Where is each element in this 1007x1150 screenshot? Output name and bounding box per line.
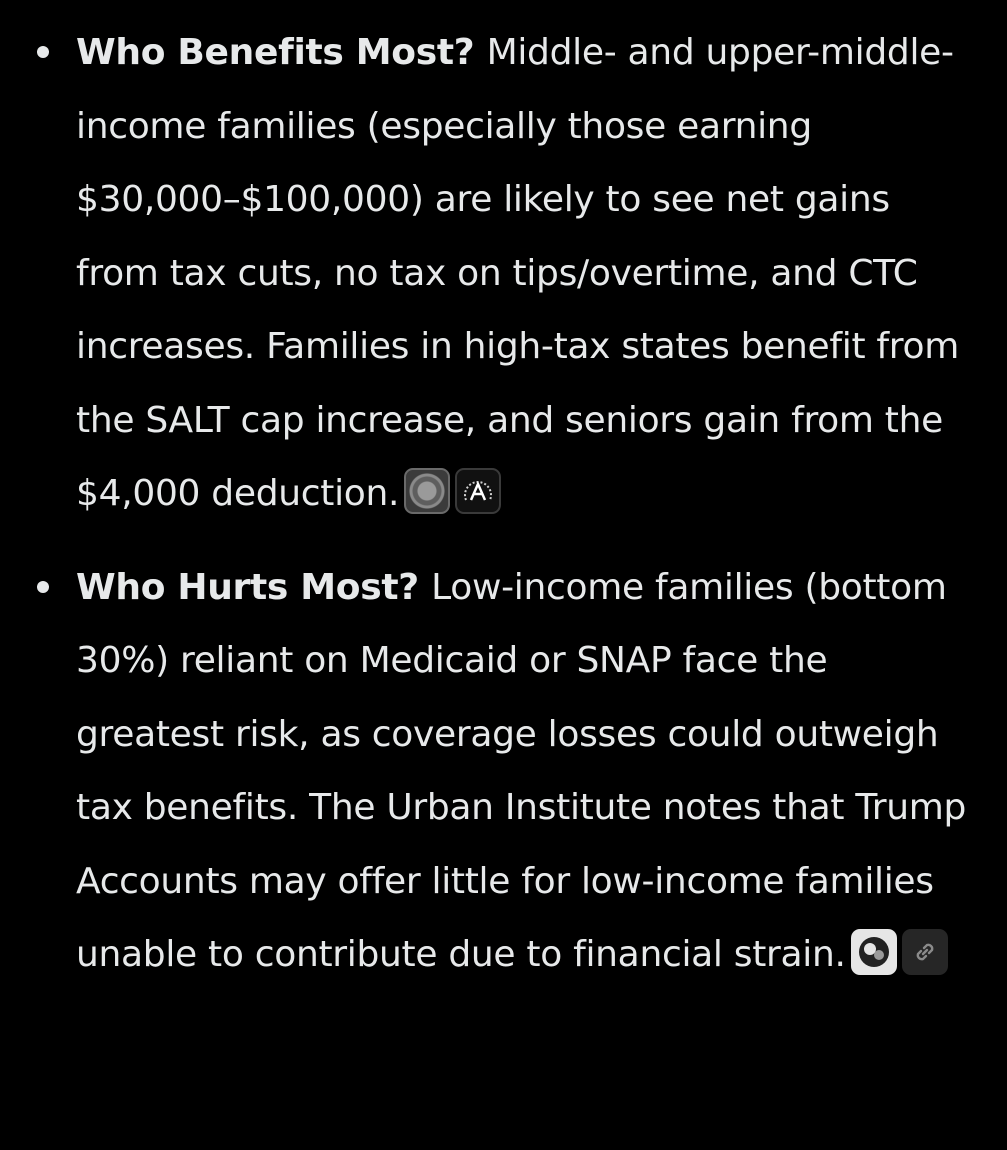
bullet-text: Low-income families (bottom 30%) reliant on Medicaid or SNAP face the greatest risk, as coverage losses could outweigh tax benefits. The Urban Institute notes that Trump Accounts may offer little for low-income families unable to contribute due to financial strain. <box>76 566 967 975</box>
link-icon[interactable] <box>902 929 948 975</box>
bullet-who-benefits <box>0 16 1007 531</box>
gauge-icon[interactable] <box>455 468 501 514</box>
bullet-heading: Who Hurts Most? <box>76 566 432 608</box>
bullet-heading: Who Benefits Most? <box>76 32 487 73</box>
seal-icon[interactable] <box>404 468 450 514</box>
bullet-dot-icon <box>37 581 49 593</box>
answer-bullet-list <box>0 16 1007 992</box>
bullet-dot-icon <box>37 46 49 58</box>
bullet-who-hurts <box>0 551 1007 992</box>
dots-logo-icon[interactable] <box>851 929 897 975</box>
bullet-text: Middle- and upper-middle-income families (especially those earning $30,000–$100,000) are likely to see net gains from tax cuts, no tax on tips/overtime, and CTC increases. Families in high-tax states benefit from the SALT cap increase, and seniors gain from the $4,000 deduction. <box>76 32 959 514</box>
